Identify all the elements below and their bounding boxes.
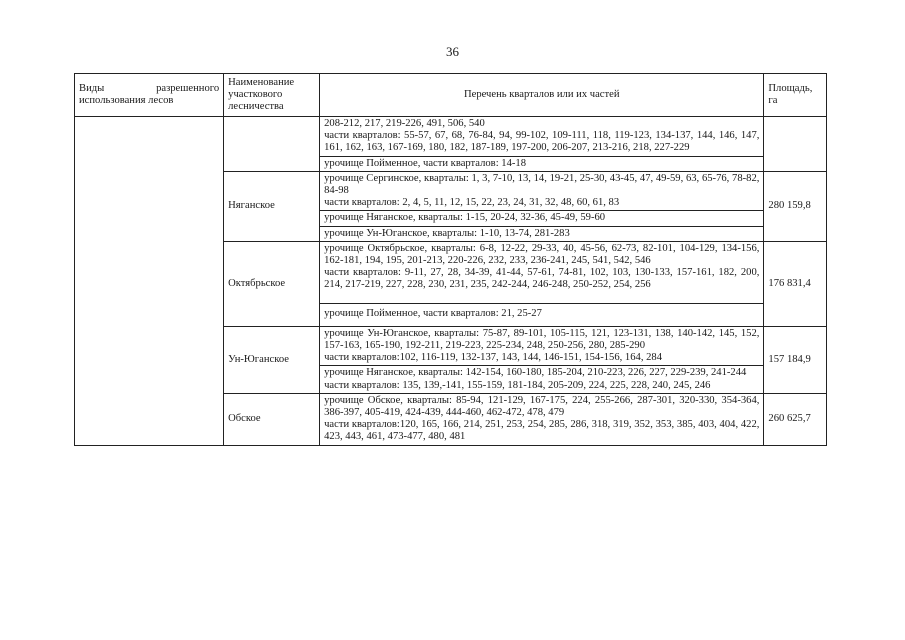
quarters-table	[74, 73, 827, 446]
quarters-line: урочище Сергинское, кварталы: 1, 3, 7-10, 13, 14, 19-21, 25-30, 43-45, 47, 49-59, 63, 65-76, 78-82, 84-98	[324, 172, 760, 197]
quarters-line: части кварталов: 55-57, 67, 68, 76-84, 94, 99-102, 109-111, 118, 119-123, 134-137, 144, 146, 147, 161, 162, 163, 167-169, 180, 182, 187-189, 197-200, 206-207, 213-216, 218, 227-229	[324, 130, 760, 154]
quarters-cell	[320, 393, 764, 445]
quarters-cell	[320, 303, 764, 326]
quarters-line: урочище Няганское, кварталы: 142-154, 160-180, 185-204, 210-223, 226, 227, 229-239, 241-244	[324, 367, 747, 379]
header-quarters-list: Перечень кварталов или их частей	[320, 74, 764, 117]
forestry-name-cell: Няганское	[224, 171, 320, 241]
quarters-line: части кварталов:102, 116-119, 132-137, 143, 144, 146-151, 154-156, 164, 284	[324, 352, 663, 364]
quarters-line: части кварталов:120, 165, 166, 214, 251, 253, 254, 285, 286, 318, 319, 352, 353, 385, 403, 404, 422, 423, 443, 461, 473-477, 480, 481	[324, 419, 760, 443]
quarters-line: урочище Октябрьское, кварталы: 6-8, 12-22, 29-33, 40, 45-56, 62-73, 82-101, 104-129, 134-156, 162-181, 194, 195, 201-213, 220-226, 232, 233, 236-241, 245, 541, 542, 546	[324, 242, 760, 267]
area-cell: 260 625,7	[764, 393, 827, 445]
forestry-name-cell: Обское	[224, 393, 320, 445]
header-use-type-word1: Виды	[79, 82, 105, 94]
quarters-line: части кварталов: 135, 139,-141, 155-159, 181-184, 205-209, 224, 225, 228, 240, 245, 246	[324, 379, 711, 391]
use-type-cell	[75, 117, 224, 446]
quarters-line: урочище Пойменное, части кварталов: 14-18	[324, 157, 526, 169]
forestry-name-cell: Ун-Юганское	[224, 326, 320, 393]
area-cell	[764, 117, 827, 172]
quarters-line: части кварталов: 9-11, 27, 28, 34-39, 41-44, 57-61, 74-81, 102, 103, 130-133, 157-161, 182, 200, 214, 217-219, 227, 228, 230, 231, 235, 242-244, 246-248, 250-252, 254, 256	[324, 267, 760, 291]
quarters-line: урочище Обское, кварталы: 85-94, 121-129, 167-175, 224, 255-266, 287-301, 320-330, 354-364, 386-397, 405-419, 424-439, 444-460, 462-472, 478, 479	[324, 394, 760, 419]
area-cell: 157 184,9	[764, 326, 827, 393]
quarters-cell	[320, 117, 764, 157]
quarters-line: части кварталов: 2, 4, 5, 11, 12, 15, 22, 23, 24, 31, 32, 48, 60, 61, 83	[324, 197, 620, 209]
forestry-name-cell: Октябрьское	[224, 241, 320, 326]
area-cell: 176 831,4	[764, 241, 827, 326]
quarters-line: 208-212, 217, 219-226, 491, 506, 540	[324, 118, 485, 129]
quarters-cell	[320, 171, 764, 211]
header-area: Площадь, га	[764, 74, 827, 117]
quarters-cell	[320, 241, 764, 303]
page-number: 36	[446, 44, 459, 59]
quarters-cell	[320, 156, 764, 171]
quarters-cell	[320, 226, 764, 241]
table-row	[75, 117, 827, 157]
header-forestry-name: Наименование участкового лесничества	[224, 74, 320, 117]
table-header-row	[75, 74, 827, 117]
quarters-line: урочище Няганское, кварталы: 1-15, 20-24, 32-36, 45-49, 59-60	[324, 212, 606, 224]
quarters-line: урочище Ун-Юганское, кварталы: 1-10, 13-74, 281-283	[324, 227, 570, 239]
forestry-name-cell	[224, 117, 320, 172]
header-use-type-line2: использования лесов	[79, 95, 174, 106]
quarters-line: урочище Пойменное, части кварталов: 21, 25-27	[324, 307, 542, 319]
quarters-cell	[320, 326, 764, 366]
area-cell: 280 159,8	[764, 171, 827, 241]
header-use-type-word2: разрешенного	[156, 82, 220, 94]
header-use-type	[75, 74, 224, 117]
quarters-cell	[320, 211, 764, 226]
quarters-line: урочище Ун-Юганское, кварталы: 75-87, 89-101, 105-115, 121, 123-131, 138, 140-142, 145, 152, 157-163, 165-190, 192-211, 219-223, 225-234, 248, 250-256, 280, 285-290	[324, 327, 760, 352]
quarters-cell	[320, 366, 764, 393]
